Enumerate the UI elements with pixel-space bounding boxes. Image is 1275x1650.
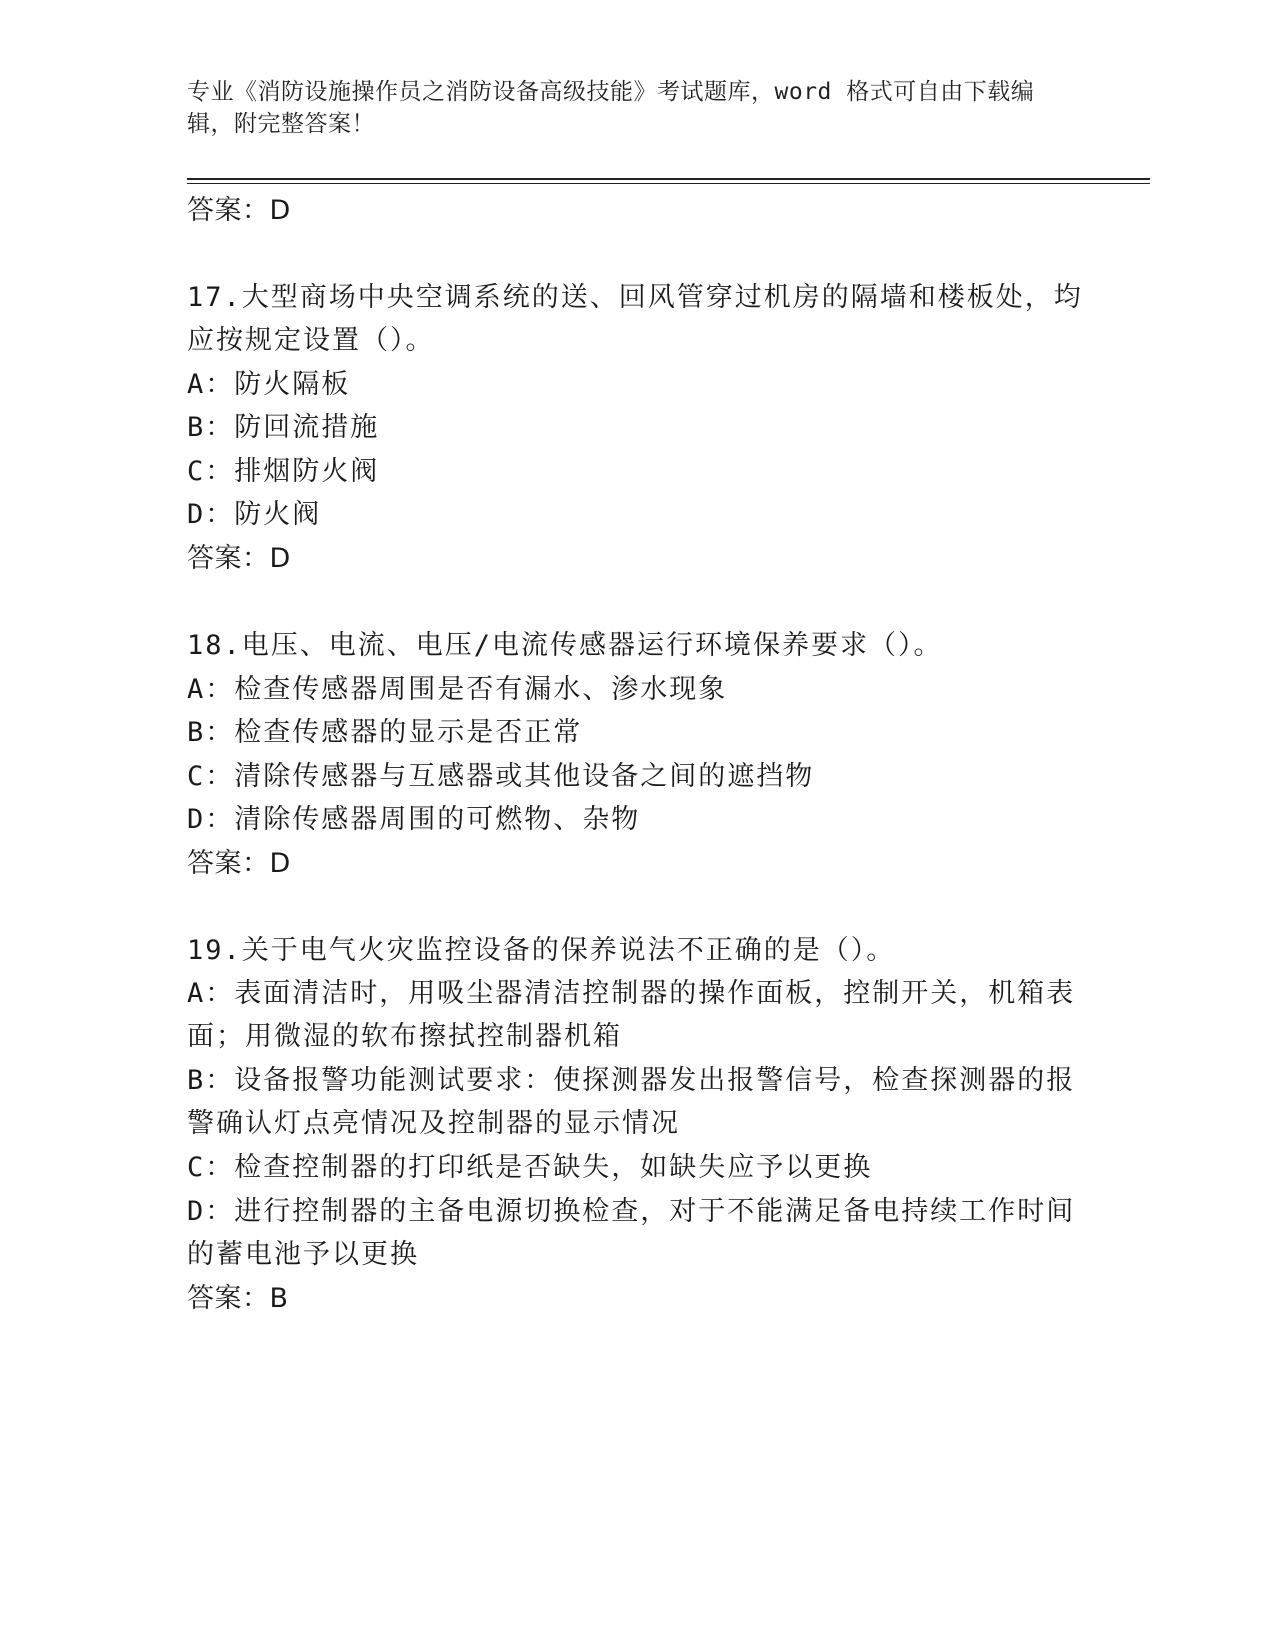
question-17-answer: 答案：D	[187, 543, 291, 574]
question-18-stem-line-1: 18.电压、电流、电压/电流传感器运行环境保养要求（）。	[187, 630, 943, 661]
question-17-stem-line-1: 17.大型商场中央空调系统的送、回风管穿过机房的隔墙和楼板处，均	[187, 282, 1083, 313]
header-rule-thin	[187, 183, 1150, 184]
header-line-2: 辑，附完整答案！	[187, 111, 375, 137]
page-header	[187, 76, 1067, 140]
question-19-option-b-line-2: 警确认灯点亮情况及控制器的显示情况	[187, 1108, 680, 1139]
question-19-option-a-line-1: A：表面清洁时，用吸尘器清洁控制器的操作面板，控制开关，机箱表	[187, 978, 1076, 1009]
question-18-option-b: B：检查传感器的显示是否正常	[187, 717, 583, 748]
question-19-answer: 答案：B	[187, 1283, 289, 1314]
previous-answer: 答案：D	[187, 195, 291, 226]
question-18-option-d: D：清除传感器周围的可燃物、杂物	[187, 804, 641, 835]
header-line-1: 专业《消防设施操作员之消防设备高级技能》考试题库，word 格式可自由下载编	[187, 79, 1035, 105]
question-18-option-c: C：清除传感器与互感器或其他设备之间的遮挡物	[187, 761, 815, 792]
question-18-option-a: A：检查传感器周围是否有漏水、渗水现象	[187, 674, 728, 705]
question-17-stem-line-2: 应按规定设置（）。	[187, 325, 435, 356]
header-rule-thick	[187, 178, 1150, 180]
question-17-option-a: A：防火隔板	[187, 369, 351, 400]
question-19-option-d-line-1: D：进行控制器的主备电源切换检查，对于不能满足备电持续工作时间	[187, 1196, 1076, 1227]
question-19-stem-line-1: 19.关于电气火灾监控设备的保养说法不正确的是（）。	[187, 935, 896, 966]
question-17-option-d: D：防火阀	[187, 499, 322, 530]
question-19-option-c: C：检查控制器的打印纸是否缺失，如缺失应予以更换	[187, 1152, 873, 1183]
question-19-option-d-line-2: 的蓄电池予以更换	[187, 1239, 419, 1270]
question-19-option-b-line-1: B：设备报警功能测试要求：使探测器发出报警信号，检查探测器的报	[187, 1065, 1076, 1096]
question-17-option-b: B：防回流措施	[187, 412, 380, 443]
question-19-option-a-line-2: 面；用微湿的软布擦拭控制器机箱	[187, 1021, 622, 1052]
question-17-option-c: C：排烟防火阀	[187, 456, 380, 487]
question-18-answer: 答案：D	[187, 848, 291, 879]
